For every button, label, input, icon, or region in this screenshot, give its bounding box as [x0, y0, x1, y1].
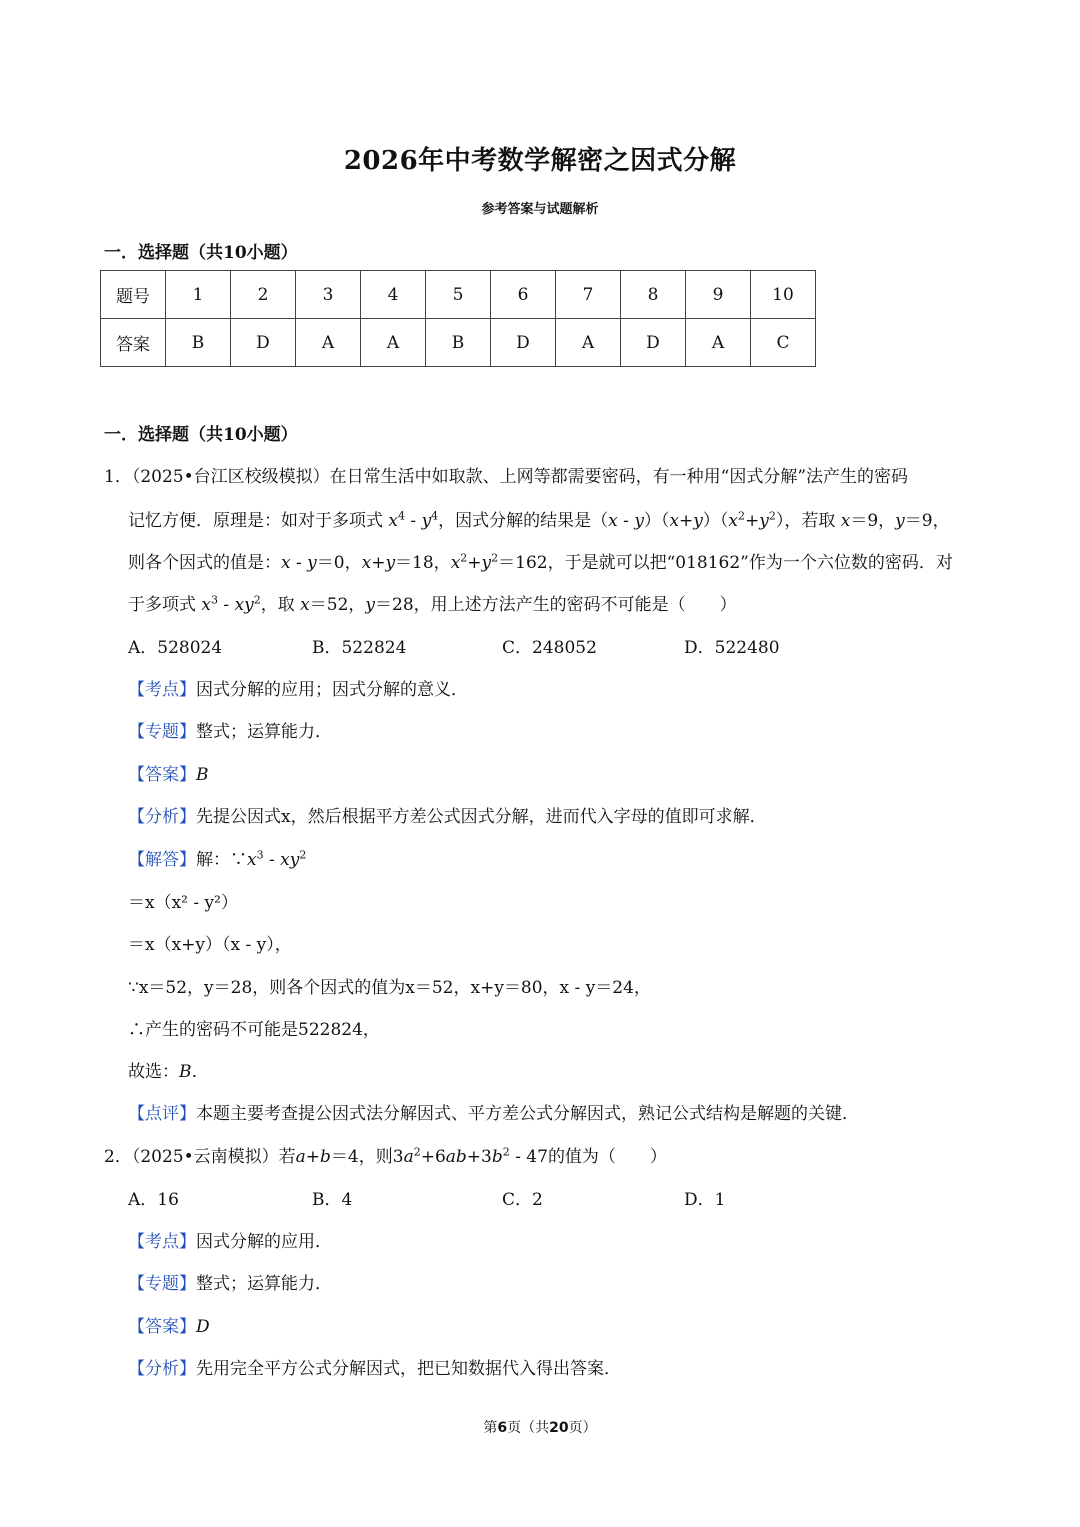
- zhuanti-text: 整式；运算能力．: [196, 722, 332, 742]
- q1-daan: [128, 760, 209, 785]
- q2-text: 的值为（ ）: [547, 1147, 667, 1167]
- daan-tag: 【答案】: [128, 765, 196, 785]
- page-number: 6: [497, 1420, 508, 1436]
- daan-tag: 【答案】: [128, 1317, 196, 1337]
- q1-step-2: ＝x（x+y）（x - y），: [128, 935, 292, 955]
- footer-text: 页（共: [507, 1420, 550, 1436]
- q1-step-3: ∵x＝52，y＝28，则各个因式的值为x＝52，x+y＝80，x - y＝24，: [128, 978, 651, 998]
- q2-stem: 2．（2025•云南模拟）若a+b＝4，则$3a^2+6ab+3b^2 - 47$的值为（ ）: [104, 1145, 667, 1167]
- table-row: [101, 271, 816, 319]
- table-cell: 3: [296, 271, 361, 319]
- answer-table: [100, 270, 816, 367]
- table-cell: D: [621, 319, 686, 367]
- footer-text: 第: [483, 1420, 498, 1436]
- jieda-tag: 【解答】: [128, 850, 196, 870]
- table-cell: A: [686, 319, 751, 367]
- table-cell: C: [751, 319, 816, 367]
- table-cell: A: [296, 319, 361, 367]
- q2-fenxi: [128, 1354, 621, 1379]
- table-cell: 9: [686, 271, 751, 319]
- q1-text: ，用上述方法产生的密码不可能是（ ）: [413, 595, 737, 615]
- jieda-text: 解：∵: [196, 850, 247, 870]
- q1-step-4: ∴产生的密码不可能是522824，: [128, 1020, 380, 1040]
- table-cell: 4: [361, 271, 426, 319]
- kaodian-text: 因式分解的应用．: [196, 1232, 332, 1252]
- table-cell: 2: [231, 271, 296, 319]
- table-cell: 1: [166, 271, 231, 319]
- q1-text: 于多项式: [128, 595, 196, 615]
- q1-jieda: 【解答】解：$\because x^3 - xy^2$: [128, 848, 307, 870]
- page-total: 20: [549, 1420, 569, 1436]
- kaodian-text: 因式分解的应用；因式分解的意义．: [196, 680, 468, 700]
- q1-number: 1．: [104, 467, 132, 487]
- kaodian-tag: 【考点】: [128, 1232, 196, 1252]
- page-subtitle: 参考答案与试题解析: [481, 202, 599, 217]
- q1-text: 则各个因式的值是：: [128, 553, 281, 573]
- dianping-tag: 【点评】: [128, 1104, 196, 1124]
- fenxi-text: 先提公因式x，然后根据平方差公式因式分解，进而代入字母的值即可求解．: [196, 807, 767, 827]
- page-title: 2026年中考数学解密之因式分解: [343, 146, 737, 176]
- q1-option-b: B．522824: [312, 638, 407, 658]
- table-row-label: 题号: [101, 271, 166, 319]
- table-row: [101, 319, 816, 367]
- q2-zhuanti: [128, 1269, 332, 1294]
- footer-text: 页）: [568, 1420, 597, 1436]
- table-cell: D: [491, 319, 556, 367]
- table-cell: A: [556, 319, 621, 367]
- q1-step-1: ＝x（x² - y²）: [128, 893, 238, 913]
- q1-options: [128, 633, 780, 658]
- table-cell: B: [426, 319, 491, 367]
- zhuanti-text: 整式；运算能力．: [196, 1274, 332, 1294]
- table-cell: D: [231, 319, 296, 367]
- q1-stem-line-2: 记忆方便．原理是：如对于多项式 $x^4 - y^4$，因式分解的结果是$(x - y)(x+y)(x^2+y^2)$，若取 x＝9，y＝9，: [128, 509, 950, 531]
- page-footer: [0, 1417, 1080, 1437]
- q1-text: ，取: [260, 595, 295, 615]
- q2-number: 2．: [104, 1147, 132, 1167]
- fenxi-text: 先用完全平方公式分解因式，把已知数据代入得出答案．: [196, 1359, 621, 1379]
- q1-stem-line-3: 则各个因式的值是：x - y＝0，x+y＝18，$x^2+y^2=162$，于是就可以把“018162”作为一个六位数的密码．对: [128, 551, 953, 573]
- q2-text: ，则: [358, 1147, 393, 1167]
- table-cell: 7: [556, 271, 621, 319]
- table-cell: B: [166, 319, 231, 367]
- fenxi-tag: 【分析】: [128, 807, 196, 827]
- table-cell: 10: [751, 271, 816, 319]
- section-heading-1: 一．选择题（共10小题）: [104, 243, 298, 263]
- q1-text: 于是就可以把“018162”作为一个六位数的密码．对: [564, 553, 953, 573]
- kaodian-tag: 【考点】: [128, 680, 196, 700]
- table-row-label: 答案: [101, 319, 166, 367]
- q2-options: [128, 1185, 725, 1210]
- q2-option-a: A．16: [128, 1190, 179, 1210]
- table-cell: 5: [426, 271, 491, 319]
- q1-option-d: D．522480: [684, 638, 780, 658]
- q1-text: ），若取: [775, 511, 836, 531]
- q1-step-5: [128, 1057, 209, 1082]
- q2-option-d: D．1: [684, 1190, 726, 1210]
- q1-stem-line-4: 于多项式 $x^3 - xy^2$，取 x＝52，y＝28，用上述方法产生的密码不可能是（ ）: [128, 593, 737, 615]
- q1-fenxi: [128, 802, 767, 827]
- q1-zhuanti: [128, 717, 332, 742]
- step-answer: B．: [179, 1062, 209, 1082]
- q1-text: 记忆方便．原理是：如对于多项式: [128, 511, 383, 531]
- zhuanti-tag: 【专题】: [128, 722, 196, 742]
- fenxi-tag: 【分析】: [128, 1359, 196, 1379]
- q2-kaodian: [128, 1227, 332, 1252]
- table-cell: 8: [621, 271, 686, 319]
- q1-option-a: A．528024: [128, 638, 223, 658]
- q2-source: （2025•云南模拟）: [131, 1147, 279, 1167]
- section-heading-2: 一．选择题（共10小题）: [104, 425, 298, 445]
- q1-stem-line-1: [104, 462, 908, 487]
- dianping-text: 本题主要考查提公因式法分解因式、平方差公式分解因式，熟记公式结构是解题的关键．: [196, 1104, 859, 1124]
- q2-text: 若: [278, 1147, 296, 1167]
- q1-option-c: C．248052: [502, 638, 597, 658]
- daan-text: D: [196, 1317, 210, 1337]
- q1-dianping: [128, 1099, 859, 1124]
- q1-source: （2025•台江区校级模拟）: [131, 467, 330, 487]
- q2-option-b: B．4: [312, 1190, 353, 1210]
- table-cell: A: [361, 319, 426, 367]
- step-text: 故选：: [128, 1062, 179, 1082]
- daan-text: B: [196, 765, 209, 785]
- q2-daan: [128, 1312, 210, 1337]
- zhuanti-tag: 【专题】: [128, 1274, 196, 1294]
- q2-option-c: C．2: [502, 1190, 543, 1210]
- table-cell: 6: [491, 271, 556, 319]
- q1-kaodian: [128, 675, 468, 700]
- q1-text: 在日常生活中如取款、上网等都需要密码，有一种用“因式分解”法产生的密码: [329, 467, 909, 487]
- q1-text: ，因式分解的结果是（: [438, 511, 609, 531]
